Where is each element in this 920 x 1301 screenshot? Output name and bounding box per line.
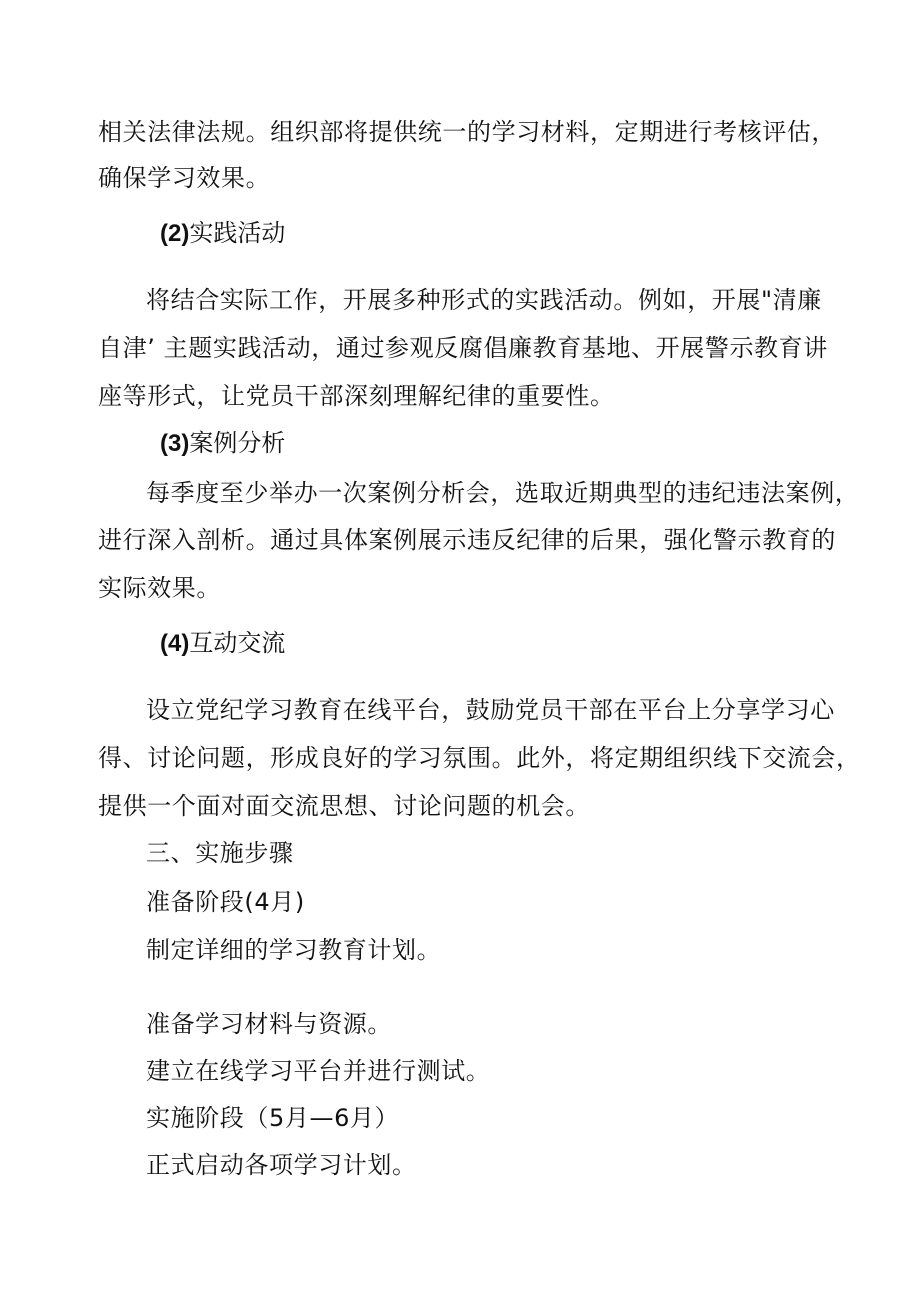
stage-item: 正式启动各项学习计划。 bbox=[146, 1151, 417, 1179]
paragraph-line: 设立党纪学习教育在线平台，鼓励党员干部在平台上分享学习心 bbox=[146, 696, 835, 724]
paragraph-line: 座等形式，让党员干部深刻理解纪律的重要性。 bbox=[98, 382, 615, 410]
paragraph-line: 进行深入剖析。通过具体案例展示违反纪律的后果，强化警示教育的 bbox=[98, 526, 836, 554]
heading-text: 案例分析 bbox=[189, 429, 286, 457]
paragraph-line: 每季度至少举办一次案例分析会，选取近期典型的违纪违法案例， bbox=[146, 479, 860, 507]
stage-item: 制定详细的学习教育计划。 bbox=[146, 936, 442, 964]
stage-item: 准备学习材料与资源。 bbox=[146, 1010, 392, 1038]
stage-title: 实施阶段（5月—6月） bbox=[146, 1104, 400, 1132]
paragraph-line: 自津’ 主题实践活动，通过参观反腐倡廉教育基地、开展警示教育讲 bbox=[98, 334, 828, 362]
paragraph-line: 将结合实际工作，开展多种形式的实践活动。例如，开展"清廉 bbox=[146, 286, 822, 314]
paragraph-line: 确保学习效果。 bbox=[98, 164, 271, 192]
section-heading-2 bbox=[160, 218, 285, 249]
paragraph-line: 相关法律法规。组织部将提供统一的学习材料，定期进行考核评估， bbox=[98, 118, 836, 146]
heading-text: 实践活动 bbox=[189, 219, 286, 247]
heading-text: 互动交流 bbox=[189, 629, 286, 657]
stage-item: 建立在线学习平台并进行测试。 bbox=[146, 1057, 491, 1085]
stage-title: 准备阶段(4月) bbox=[146, 888, 305, 916]
heading-number: (3) bbox=[160, 430, 190, 457]
heading-number: (2) bbox=[160, 220, 190, 247]
section-title: 三、实施步骤 bbox=[146, 839, 294, 867]
paragraph-line: 得、讨论问题，形成良好的学习氛围。此外，将定期组织线下交流会， bbox=[98, 744, 861, 772]
paragraph-line: 实际效果。 bbox=[98, 574, 221, 602]
paragraph-line: 提供一个面对面交流思想、讨论问题的机会。 bbox=[98, 792, 590, 820]
section-heading-4 bbox=[160, 628, 285, 659]
section-heading-3 bbox=[160, 428, 285, 459]
heading-number: (4) bbox=[160, 630, 190, 657]
